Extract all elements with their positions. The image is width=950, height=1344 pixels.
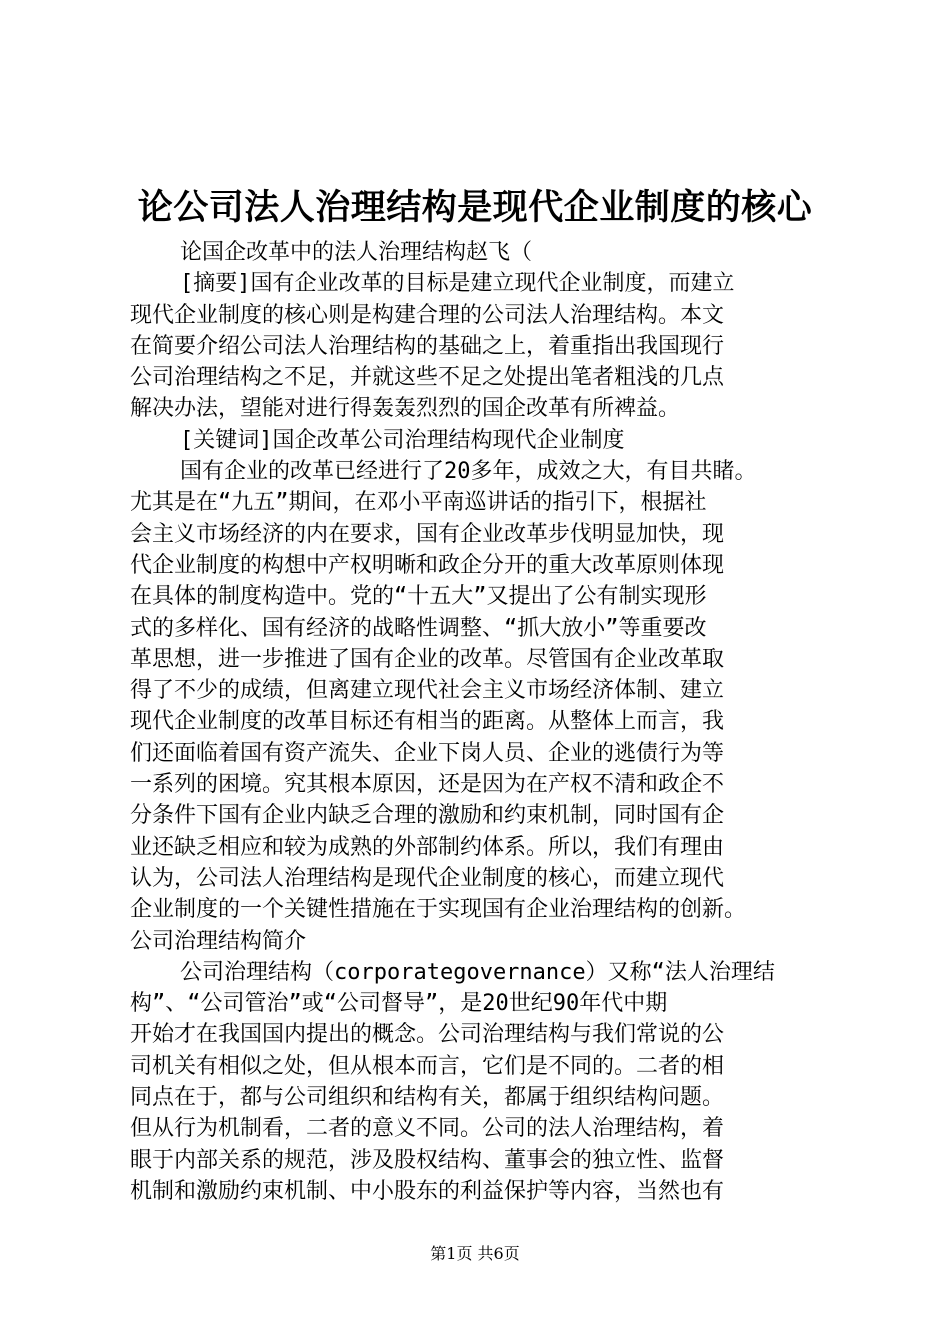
- text-line: 认为，公司法人治理结构是现代企业制度的核心，而建立现代: [130, 865, 725, 891]
- text-line: 一系列的困境。究其根本原因，还是因为在产权不清和政企不: [130, 772, 725, 798]
- text-line: 开始才在我国国内提出的概念。公司治理结构与我们常说的公: [130, 1022, 725, 1048]
- text-line: 们还面临着国有资产流失、企业下岗人员、企业的逃债行为等: [130, 740, 725, 766]
- document-title: 论公司法人治理结构是现代企业制度的核心: [137, 187, 813, 228]
- keywords-line: [关键词]国企改革公司治理结构现代企业制度: [180, 427, 625, 453]
- section-heading: 公司治理结构简介: [130, 928, 307, 954]
- text-line: 现代企业制度的核心则是构建合理的公司法人治理结构。本文: [130, 302, 725, 328]
- text-line: 代企业制度的构想中产权明晰和政企分开的重大改革原则体现: [130, 552, 725, 578]
- text-line: 分条件下国有企业内缺乏合理的激励和约束机制，同时国有企: [130, 803, 725, 829]
- text-line: 构”、“公司管治”或“公司督导”，是20世纪90年代中期: [130, 991, 668, 1017]
- abstract-line: [摘要]国有企业改革的目标是建立现代企业制度，而建立: [180, 271, 735, 297]
- text-line: 但从行为机制看，二者的意义不同。公司的法人治理结构，着: [130, 1116, 725, 1142]
- paragraph-start-line: 国有企业的改革已经进行了20多年，成效之大，有目共睹。: [180, 459, 757, 485]
- text-line: 解决办法，望能对进行得轰轰烈烈的国企改革有所裨益。: [130, 396, 681, 422]
- page-number-footer: 第1页 共6页: [430, 1244, 520, 1263]
- text-line: 同点在于，都与公司组织和结构有关，都属于组织结构问题。: [130, 1085, 725, 1111]
- text-line: 会主义市场经济的内在要求，国有企业改革步伐明显加快，现: [130, 521, 725, 547]
- text-line: 企业制度的一个关键性措施在于实现国有企业治理结构的创新。: [130, 897, 747, 923]
- text-line: 在具体的制度构造中。党的“十五大”又提出了公有制实现形: [130, 584, 707, 610]
- text-line: 得了不少的成绩，但离建立现代社会主义市场经济体制、建立: [130, 678, 725, 704]
- text-line: 司机关有相似之处，但从根本而言，它们是不同的。二者的相: [130, 1053, 725, 1079]
- text-line: 业还缺乏相应和较为成熟的外部制约体系。所以，我们有理由: [130, 834, 725, 860]
- text-line: 尤其是在“九五”期间，在邓小平南巡讲话的指引下，根据社: [130, 490, 707, 516]
- text-line: 现代企业制度的改革目标还有相当的距离。从整体上而言，我: [130, 709, 725, 735]
- document-body: [130, 237, 834, 1207]
- text-line: 式的多样化、国有经济的战略性调整、“抓大放小”等重要改: [130, 615, 707, 641]
- text-line: 机制和激励约束机制、中小股东的利益保护等内容，当然也有: [130, 1178, 725, 1204]
- paragraph-start-line: 公司治理结构（corporategovernance）又称“法人治理结: [180, 959, 775, 985]
- author-line: 论国企改革中的法人治理结构赵飞（: [180, 240, 533, 265]
- text-line: 革思想，进一步推进了国有企业的改革。尽管国有企业改革取: [130, 646, 725, 672]
- text-line: 公司治理结构之不足，并就这些不足之处提出笔者粗浅的几点: [130, 365, 725, 391]
- text-line: 眼于内部关系的规范，涉及股权结构、董事会的独立性、监督: [130, 1147, 725, 1173]
- text-line: 在简要介绍公司法人治理结构的基础之上，着重指出我国现行: [130, 333, 725, 359]
